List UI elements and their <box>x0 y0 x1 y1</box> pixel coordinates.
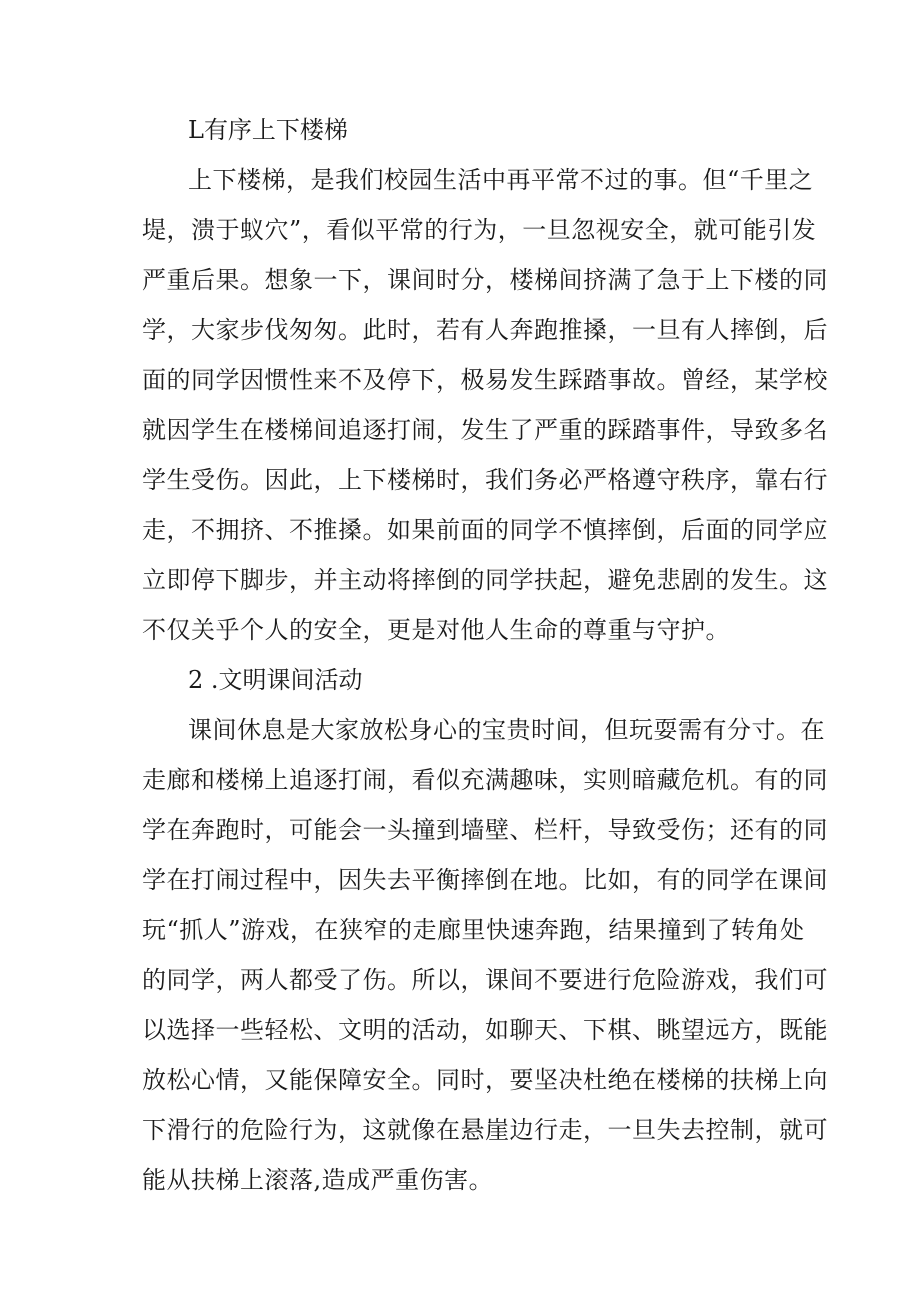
paragraph-line: 走廊和楼梯上追逐打闹，看似充满趣味，实则暗藏危机。有的同 <box>142 766 828 794</box>
section-2-heading: 2 .文明课间活动 <box>188 666 363 694</box>
paragraph-line: 上下楼梯，是我们校园生活中再平常不过的事。但“千里之 <box>188 166 814 194</box>
section-1-heading: L有序上下楼梯 <box>188 116 348 144</box>
paragraph-line: 不仅关乎个人的安全，更是对他人生命的尊重与守护。 <box>142 616 730 644</box>
paragraph-line: 立即停下脚步，并主动将摔倒的同学扶起，避免悲剧的发生。这 <box>142 566 828 594</box>
paragraph-line: 学在奔跑时，可能会一头撞到墙壁、栏杆，导致受伤；还有的同 <box>142 816 828 844</box>
paragraph-line: 的同学，两人都受了伤。所以，课间不要进行危险游戏，我们可 <box>142 966 828 994</box>
paragraph-line: 学生受伤。因此，上下楼梯时，我们务必严格遵守秩序，靠右行 <box>142 466 828 494</box>
paragraph-line: 以选择一些轻松、文明的活动，如聊天、下棋、眺望远方，既能 <box>142 1016 828 1044</box>
paragraph-line: 面的同学因惯性来不及停下，极易发生踩踏事故。曾经，某学校 <box>142 366 828 394</box>
paragraph-line: 玩“抓人”游戏，在狭窄的走廊里快速奔跑，结果撞到了转角处 <box>142 916 805 944</box>
paragraph-line: 就因学生在楼梯间追逐打闹，发生了严重的踩踏事件，导致多名 <box>142 416 828 444</box>
paragraph-line: 走，不拥挤、不推搡。如果前面的同学不慎摔倒，后面的同学应 <box>142 516 828 544</box>
paragraph-line: 下滑行的危险行为，这就像在悬崖边行走，一旦失去控制，就可 <box>142 1116 828 1144</box>
paragraph-line: 严重后果。想象一下，课间时分，楼梯间挤满了急于上下楼的同 <box>142 266 828 294</box>
paragraph-line: 能从扶梯上滚落,造成严重伤害。 <box>142 1166 494 1194</box>
paragraph-line: 学在打闹过程中，因失去平衡摔倒在地。比如，有的同学在课间 <box>142 866 828 894</box>
paragraph-line: 学，大家步伐匆匆。此时，若有人奔跑推搡，一旦有人摔倒，后 <box>142 316 828 344</box>
paragraph-line: 课间休息是大家放松身心的宝贵时间，但玩耍需有分寸。在 <box>188 716 825 744</box>
paragraph-line: 放松心情，又能保障安全。同时，要坚决杜绝在楼梯的扶梯上向 <box>142 1066 828 1094</box>
paragraph-line: 堤，溃于蚁穴”，看似平常的行为，一旦忽视安全，就可能引发 <box>142 216 817 244</box>
